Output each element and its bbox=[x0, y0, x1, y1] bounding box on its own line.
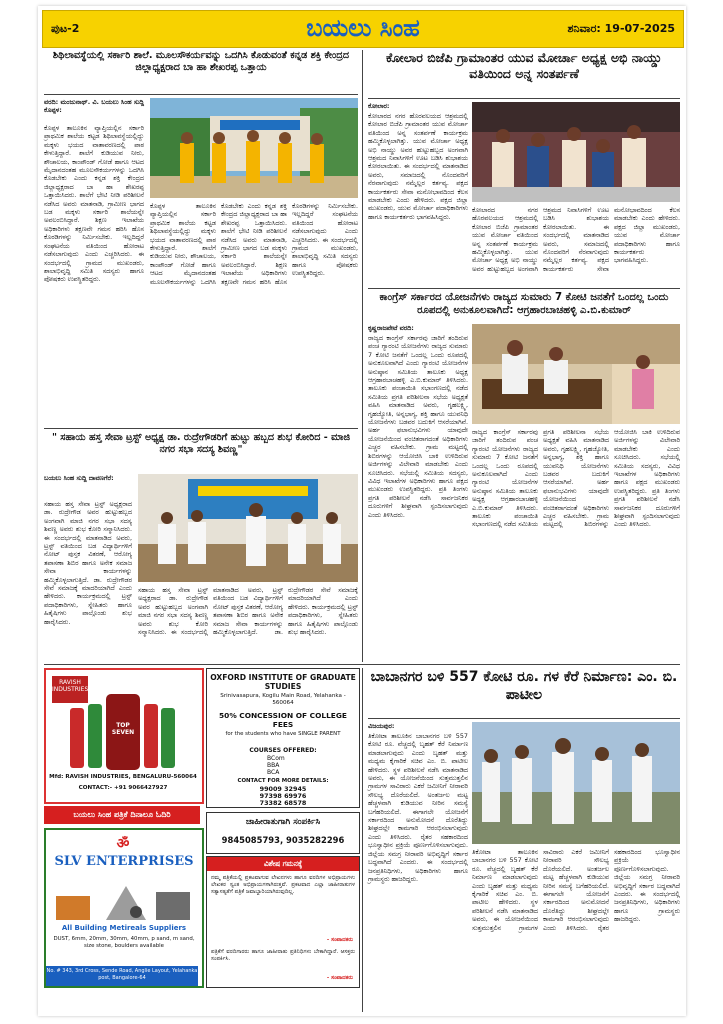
oxford-institute-ad[interactable] bbox=[206, 668, 360, 808]
notice-sign: - ಸಂಪಾದಕರು bbox=[326, 937, 353, 943]
article1-body: ಕೊಪ್ಪಳ ತಾಲೂಕಿನ ವ್ಯಾಪ್ತಿಯಲ್ಲಿನ ಸರ್ಕಾರಿ ಪ್ರಾಥಮಿಕ ಶಾಲೆಯ ಕಟ್ಟಡ ಶಿಥಿಲಾವಸ್ಥೆಯಲ್ಲಿದ್ದು ಮಕ್ಕಳು ಭಯದ ವಾತಾವರಣದಲ್ಲಿ ಪಾಠ ಕೇಳುತ್ತಿದ್ದಾರೆ. ಶಾಲೆಗೆ ಕುಡಿಯುವ ನೀರು, ಶೌಚಾಲಯ, ಕಾಂಪೌಂಡ್ ಗೋಡೆ ಹಾಗೂ ಆಟದ ಮೈದಾನದಂತಹ ಮೂಲಸೌಕರ್ಯಗಳನ್ನು ಒದಗಿಸಿ ಕೊಡಬೇಕು ಎಂದು ಕನ್ನಡ ಶಕ್ತಿ ಕೇಂದ್ರದ ಜಿಲ್ಲಾಧ್ಯಕ್ಷರಾದ ಬಾ ಹಾ ಶೇಖರಪ್ಪ ಒತ್ತಾಯಿಸಿದರು. ಶಾಲೆಗೆ ಭೇಟಿ ನೀಡಿ ಪರಿಶೀಲನೆ ನಡೆಸಿದ ಅವರು ಮಾತನಾಡಿ, ಗ್ರಾಮೀಣ ಭಾಗದ ಬಡ ಮಕ್ಕಳು ಸರ್ಕಾರಿ ಶಾಲೆಯನ್ನೇ ಅವಲಂಬಿಸಿದ್ದಾರೆ. ಶಿಕ್ಷಣ ಇಲಾಖೆಯ ಅಧಿಕಾರಿಗಳು ತಕ್ಷಣವೇ ಗಮನ ಹರಿಸಿ ಹೊಸ ಕೊಠಡಿಗಳನ್ನು ನಿರ್ಮಿಸಬೇಕು. ಇಲ್ಲದಿದ್ದರೆ ಸಂಘಟನೆಯ ವತಿಯಿಂದ ಹೋರಾಟ ನಡೆಸಲಾಗುವುದು ಎಂದು ಎಚ್ಚರಿಸಿದರು. ಈ ಸಂದರ್ಭದಲ್ಲಿ ಗ್ರಾಮದ ಮುಖಂಡರು, ಶಾಲಾಭಿವೃದ್ಧಿ ಸಮಿತಿ ಸದಸ್ಯರು ಹಾಗೂ ಪೋಷಕರು ಉಪಸ್ಥಿತರಿದ್ದರು. bbox=[44, 124, 144, 284]
advertise-title: ಜಾಹೀರಾತುಗಾಗಿ ಸಂಪರ್ಕಿಸಿ bbox=[245, 817, 321, 827]
article2-byline: ಕೋಲಾರ: bbox=[368, 102, 390, 110]
subscribe-banner: ಬಯಲು ಸಿಂಹ ಪತ್ರಿಕೆ ದಿನಾಲೂ ಓದಿರಿ bbox=[44, 806, 200, 824]
article4-body: ಸಹಾಯ ಹಸ್ತ ಸೇವಾ ಟ್ರಸ್ಟ್ ಅಧ್ಯಕ್ಷರಾದ ಡಾ. ರುದ್ರೇಗೌಡ ಅವರ ಹುಟ್ಟುಹಬ್ಬದ ಅಂಗವಾಗಿ ಮಾಜಿ ನಗರ ಸಭಾ ಸದಸ್ಯ ಶಿವಣ್ಣ ಅವರು ಶುಭ ಕೋರಿ ಸನ್ಮಾನಿಸಿದರು. ಈ ಸಂದರ್ಭದಲ್ಲಿ ಮಾತನಾಡಿದ ಅವರು, ಟ್ರಸ್ಟ್ ವತಿಯಿಂದ ಬಡ ವಿದ್ಯಾರ್ಥಿಗಳಿಗೆ ನೋಟ್ ಪುಸ್ತಕ ವಿತರಣೆ, ಆರೋಗ್ಯ ತಪಾಸಣಾ ಶಿಬಿರ ಹಾಗೂ ಅನೇಕ ಸಮಾಜ ಸೇವಾ ಕಾರ್ಯಗಳನ್ನು ಹಮ್ಮಿಕೊಳ್ಳಲಾಗುತ್ತಿದೆ. ಡಾ. ರುದ್ರೇಗೌಡರ ಸೇವೆ ಸಮಾಜಕ್ಕೆ ಮಾದರಿಯಾಗಿದೆ ಎಂದು ಹೇಳಿದರು. ಕಾರ್ಯಕ್ರಮದಲ್ಲಿ ಟ್ರಸ್ಟ್ ಪದಾಧಿಕಾರಿಗಳು, ಸ್ನೇಹಿತರು ಹಾಗೂ ಹಿತೈಷಿಗಳು ಪಾಲ್ಗೊಂಡು ಶುಭ ಹಾರೈಸಿದರು. bbox=[44, 500, 132, 626]
article4-headline: " ಸಹಾಯ ಹಸ್ತ ಸೇವಾ ಟ್ರಸ್ಟ್ ಅಧ್ಯಕ್ಷ ಡಾ. ರುದ್ರೇಗೌಡರಿಗೆ ಹುಟ್ಟು ಹಬ್ಬದ ಶುಭ ಕೋರಿದ - ಮಾಜಿ ನಗರ ಸಭಾ ಸದಸ್ಯ ಶಿವಣ್ಣ" bbox=[51, 432, 351, 455]
article2-photo bbox=[472, 102, 680, 202]
divider bbox=[44, 94, 358, 95]
article3-headline: ಕಾಂಗ್ರೆಸ್ ಸರ್ಕಾರದ ಯೋಜನೆಗಳು ರಾಜ್ಯದ ಸುಮಾರು 7 ಕೋಟಿ ಜನತೆಗೆ ಒಂದಲ್ಲ ಒಂದು ರೂಪದಲ್ಲಿ ಅನುಕೂಲವಾಗಿದೆ: ಆಗ್ರಹಾರಬಾಚಹಳ್ಳಿ ಎ.ಬಿ.ಕುಮಾರ್ bbox=[379, 292, 669, 316]
article4-photo bbox=[138, 474, 358, 582]
courses-title: COURSES OFFERED: bbox=[249, 747, 317, 754]
course-item: BCA bbox=[267, 769, 280, 776]
article3-byline: ಕೃಷ್ಣರಾಜಪೇಟೆ ವರದಿ: bbox=[368, 324, 414, 332]
article5-photo bbox=[472, 722, 680, 844]
article5-byline: ವಿಜಯಪುರ: bbox=[368, 722, 395, 730]
article5-body: ತಿಕೋಟಾ ತಾಲೂಕಿನ ಬಾಬಾನಗರ ಬಳಿ 557 ಕೋಟಿ ರೂ. ವೆಚ್ಚದಲ್ಲಿ ಬೃಹತ್ ಕೆರೆ ನಿರ್ಮಾಣ ಮಾಡಲಾಗುವುದು ಎಂದು ಬೃಹತ್ ಮತ್ತು ಮಧ್ಯಮ ಕೈಗಾರಿಕೆ ಸಚಿವ ಎಂ. ಬಿ. ಪಾಟೀಲ ಹೇಳಿದರು. ಸ್ಥಳ ಪರಿಶೀಲನೆ ನಡೆಸಿ ಮಾತನಾಡಿದ ಅವರು, ಈ ಯೋಜನೆಯಿಂದ ಸುತ್ತಮುತ್ತಲಿನ ಗ್ರಾಮಗಳ ಸಾವಿರಾರು ಎಕರೆ ಜಮೀನಿಗೆ ನೀರಾವರಿ ಸೌಲಭ್ಯ ದೊರೆಯಲಿದೆ. ಅಂತರ್ಜಲ ಮಟ್ಟ ಹೆಚ್ಚಳವಾಗಿ ಕುಡಿಯುವ ನೀರಿನ ಸಮಸ್ಯೆ ಬಗೆಹರಿಯಲಿದೆ. ಈಗಾಗಲೇ ಯೋಜನೆಗೆ ಸರ್ಕಾರದಿಂದ ಅನುಮೋದನೆ ದೊರೆತಿದ್ದು ಶೀಘ್ರದಲ್ಲೇ ಕಾಮಗಾರಿ ಆರಂಭಿಸಲಾಗುವುದು ಎಂದು ತಿಳಿಸಿದರು. ರೈತರ ಸಹಕಾರದಿಂದ ಭೂಸ್ವಾಧೀನ ಪ್ರಕ್ರಿಯೆ ಪೂರ್ಣಗೊಳಿಸಲಾಗುವುದು. ಜಿಲ್ಲೆಯ ಸಮಗ್ರ ನೀರಾವರಿ ಅಭಿವೃದ್ಧಿಗೆ ಸರ್ಕಾರ ಬದ್ಧವಾಗಿದೆ ಎಂದರು. ಈ ಸಂದರ್ಭದಲ್ಲಿ ಜನಪ್ರತಿನಿಧಿಗಳು, ಅಧಿಕಾರಿಗಳು ಹಾಗೂ ಗ್ರಾಮಸ್ಥರು ಹಾಜರಿದ್ದರು. bbox=[368, 732, 468, 883]
article4-byline: ಬಯಲು ಸಿಂಹ ಸುದ್ದಿ ದಾವಣಗೆರೆ: bbox=[44, 474, 114, 482]
slv-enterprises-ad[interactable] bbox=[44, 828, 204, 988]
slv-tagline: All Building Metireals Suppliers bbox=[61, 924, 187, 932]
course-item: BBA bbox=[267, 762, 280, 769]
advertise-phones: 9845085793, 9035282296 bbox=[221, 835, 345, 845]
divider bbox=[44, 664, 680, 665]
newspaper-title: ಬಯಲು ಸಿಂಹ bbox=[306, 13, 420, 42]
phone-number: 73382 68578 bbox=[259, 799, 307, 807]
column-divider bbox=[362, 668, 363, 1012]
product-name: TOP SEVEN bbox=[111, 722, 135, 736]
om-icon: ॐ bbox=[116, 836, 130, 852]
article5-body-cont: ತಿಕೋಟಾ ತಾಲೂಕಿನ ಬಾಬಾನಗರ ಬಳಿ 557 ಕೋಟಿ ರೂ. ವೆಚ್ಚದಲ್ಲಿ ಬೃಹತ್ ಕೆರೆ ನಿರ್ಮಾಣ ಮಾಡಲಾಗುವುದು ಎಂದು ಬೃಹತ್ ಮತ್ತು ಮಧ್ಯಮ ಕೈಗಾರಿಕೆ ಸಚಿವ ಎಂ. ಬಿ. ಪಾಟೀಲ ಹೇಳಿದರು. ಸ್ಥಳ ಪರಿಶೀಲನೆ ನಡೆಸಿ ಮಾತನಾಡಿದ ಅವರು, ಈ ಯೋಜನೆಯಿಂದ ಸುತ್ತಮುತ್ತಲಿನ ಗ್ರಾಮಗಳ ಸಾವಿರಾರು ಎಕರೆ ಜಮೀನಿಗೆ ನೀರಾವರಿ ಸೌಲಭ್ಯ ದೊರೆಯಲಿದೆ. ಅಂತರ್ಜಲ ಮಟ್ಟ ಹೆಚ್ಚಳವಾಗಿ ಕುಡಿಯುವ ನೀರಿನ ಸಮಸ್ಯೆ ಬಗೆಹರಿಯಲಿದೆ. ಈಗಾಗಲೇ ಯೋಜನೆಗೆ ಸರ್ಕಾರದಿಂದ ಅನುಮೋದನೆ ದೊರೆತಿದ್ದು ಶೀಘ್ರದಲ್ಲೇ ಕಾಮಗಾರಿ ಆರಂಭಿಸಲಾಗುವುದು ಎಂದು ತಿಳಿಸಿದರು. ರೈತರ ಸಹಕಾರದಿಂದ ಭೂಸ್ವಾಧೀನ ಪ್ರಕ್ರಿಯೆ ಪೂರ್ಣಗೊಳಿಸಲಾಗುವುದು. ಜಿಲ್ಲೆಯ ಸಮಗ್ರ ನೀರಾವರಿ ಅಭಿವೃದ್ಧಿಗೆ ಸರ್ಕಾರ ಬದ್ಧವಾಗಿದೆ ಎಂದರು. ಈ ಸಂದರ್ಭದಲ್ಲಿ ಜನಪ್ರತಿನಿಧಿಗಳು, ಅಧಿಕಾರಿಗಳು ಹಾಗೂ ಗ್ರಾಮಸ್ಥರು ಹಾಜರಿದ್ದರು. bbox=[472, 848, 680, 932]
article3-photo bbox=[472, 324, 680, 424]
building-materials-icon bbox=[56, 876, 192, 922]
ravish-company: RAVISH bbox=[59, 679, 81, 686]
oxford-offer-sub: for the students who have SINGLE PARENT bbox=[225, 731, 341, 737]
slv-name: SLV ENTERPRISES bbox=[54, 854, 194, 869]
advertise-contact-box[interactable] bbox=[206, 812, 360, 854]
ravish-address: Mfd: RAVISH INDUSTRIES, BENGALURU-560064 bbox=[49, 774, 197, 780]
article1-body-cont: ಕೊಪ್ಪಳ ತಾಲೂಕಿನ ವ್ಯಾಪ್ತಿಯಲ್ಲಿನ ಸರ್ಕಾರಿ ಪ್ರಾಥಮಿಕ ಶಾಲೆಯ ಕಟ್ಟಡ ಶಿಥಿಲಾವಸ್ಥೆಯಲ್ಲಿದ್ದು ಮಕ್ಕಳು ಭಯದ ವಾತಾವರಣದಲ್ಲಿ ಪಾಠ ಕೇಳುತ್ತಿದ್ದಾರೆ. ಶಾಲೆಗೆ ಕುಡಿಯುವ ನೀರು, ಶೌಚಾಲಯ, ಕಾಂಪೌಂಡ್ ಗೋಡೆ ಹಾಗೂ ಆಟದ ಮೈದಾನದಂತಹ ಮೂಲಸೌಕರ್ಯಗಳನ್ನು ಒದಗಿಸಿ ಕೊಡಬೇಕು ಎಂದು ಕನ್ನಡ ಶಕ್ತಿ ಕೇಂದ್ರದ ಜಿಲ್ಲಾಧ್ಯಕ್ಷರಾದ ಬಾ ಹಾ ಶೇಖರಪ್ಪ ಒತ್ತಾಯಿಸಿದರು. ಶಾಲೆಗೆ ಭೇಟಿ ನೀಡಿ ಪರಿಶೀಲನೆ ನಡೆಸಿದ ಅವರು ಮಾತನಾಡಿ, ಗ್ರಾಮೀಣ ಭಾಗದ ಬಡ ಮಕ್ಕಳು ಸರ್ಕಾರಿ ಶಾಲೆಯನ್ನೇ ಅವಲಂಬಿಸಿದ್ದಾರೆ. ಶಿಕ್ಷಣ ಇಲಾಖೆಯ ಅಧಿಕಾರಿಗಳು ತಕ್ಷಣವೇ ಗಮನ ಹರಿಸಿ ಹೊಸ ಕೊಠಡಿಗಳನ್ನು ನಿರ್ಮಿಸಬೇಕು. ಇಲ್ಲದಿದ್ದರೆ ಸಂಘಟನೆಯ ವತಿಯಿಂದ ಹೋರಾಟ ನಡೆಸಲಾಗುವುದು ಎಂದು ಎಚ್ಚರಿಸಿದರು. ಈ ಸಂದರ್ಭದಲ್ಲಿ ಗ್ರಾಮದ ಮುಖಂಡರು, ಶಾಲಾಭಿವೃದ್ಧಿ ಸಮಿತಿ ಸದಸ್ಯರು ಹಾಗೂ ಪೋಷಕರು ಉಪಸ್ಥಿತರಿದ್ದರು. bbox=[150, 202, 358, 286]
oxford-name: OXFORD INSTITUTE OF GRADUATE STUDIES bbox=[210, 673, 356, 691]
issue-date: ಶನಿವಾರ: 19-07-2025 bbox=[567, 22, 675, 35]
slv-items: DUST, 6mm, 20mm, 30mm, 40mm, p sand, m sand, size stone, boulders available bbox=[53, 936, 195, 949]
notice-title: ವಿಶೇಷ ಗಮನಕ್ಕೆ bbox=[207, 857, 359, 871]
oxford-address: Srinivasapura, Kogilu Main Road, Yelahanka - 560064 bbox=[220, 693, 346, 706]
article2-body-cont: ಕೋಲಾರದ ನಗರ ಹೊರವಲಯದ ಆಶ್ರಮದಲ್ಲಿ ಕೋಲಾರ ಬಿಜೆಪಿ ಗ್ರಾಮಾಂತರ ಯುವ ಮೋರ್ಚಾ ವತಿಯಿಂದ ಅನ್ನ ಸಂತರ್ಪಣೆ ಕಾರ್ಯಕ್ರಮ ಹಮ್ಮಿಕೊಳ್ಳಲಾಗಿತ್ತು. ಯುವ ಮೋರ್ಚಾ ಅಧ್ಯಕ್ಷ ಅಭಿ ನಾಯ್ಡು ಅವರ ಹುಟ್ಟುಹಬ್ಬದ ಅಂಗವಾಗಿ ಆಶ್ರಮದ ನಿವಾಸಿಗಳಿಗೆ ಊಟ ಬಡಿಸಿ ಶುಭಾಶಯ ಕೋರಲಾಯಿತು. ಈ ಸಂದರ್ಭದಲ್ಲಿ ಮಾತನಾಡಿದ ಅವರು, ಸಮಾಜದಲ್ಲಿ ನೊಂದವರಿಗೆ ನೆರವಾಗುವುದು ನಮ್ಮೆಲ್ಲರ ಕರ್ತವ್ಯ. ಪಕ್ಷದ ಕಾರ್ಯಕರ್ತರು ಸೇವಾ ಮನೋಭಾವದಿಂದ ಕೆಲಸ ಮಾಡಬೇಕು ಎಂದು ಹೇಳಿದರು. ಪಕ್ಷದ ಜಿಲ್ಲಾ ಮುಖಂಡರು, ಯುವ ಮೋರ್ಚಾ ಪದಾಧಿಕಾರಿಗಳು ಹಾಗೂ ಕಾರ್ಯಕರ್ತರು ಭಾಗವಹಿಸಿದ್ದರು. bbox=[472, 206, 680, 273]
article4-body-cont: ಸಹಾಯ ಹಸ್ತ ಸೇವಾ ಟ್ರಸ್ಟ್ ಅಧ್ಯಕ್ಷರಾದ ಡಾ. ರುದ್ರೇಗೌಡ ಅವರ ಹುಟ್ಟುಹಬ್ಬದ ಅಂಗವಾಗಿ ಮಾಜಿ ನಗರ ಸಭಾ ಸದಸ್ಯ ಶಿವಣ್ಣ ಅವರು ಶುಭ ಕೋರಿ ಸನ್ಮಾನಿಸಿದರು. ಈ ಸಂದರ್ಭದಲ್ಲಿ ಮಾತನಾಡಿದ ಅವರು, ಟ್ರಸ್ಟ್ ವತಿಯಿಂದ ಬಡ ವಿದ್ಯಾರ್ಥಿಗಳಿಗೆ ನೋಟ್ ಪುಸ್ತಕ ವಿತರಣೆ, ಆರೋಗ್ಯ ತಪಾಸಣಾ ಶಿಬಿರ ಹಾಗೂ ಅನೇಕ ಸಮಾಜ ಸೇವಾ ಕಾರ್ಯಗಳನ್ನು ಹಮ್ಮಿಕೊಳ್ಳಲಾಗುತ್ತಿದೆ. ಡಾ. ರುದ್ರೇಗೌಡರ ಸೇವೆ ಸಮಾಜಕ್ಕೆ ಮಾದರಿಯಾಗಿದೆ ಎಂದು ಹೇಳಿದರು. ಕಾರ್ಯಕ್ರಮದಲ್ಲಿ ಟ್ರಸ್ಟ್ ಪದಾಧಿಕಾರಿಗಳು, ಸ್ನೇಹಿತರು ಹಾಗೂ ಹಿತೈಷಿಗಳು ಪಾಲ್ಗೊಂಡು ಶುಭ ಹಾರೈಸಿದರು. bbox=[138, 586, 358, 637]
article1-byline: ವರದಿ: ಮಂಜುನಾಥ್. ವಿ. ಬಯಲು ಸಿಂಹ ಸುದ್ದಿ ಕೊಪ್ಪಳ: bbox=[44, 98, 144, 115]
notice-text: ನಮ್ಮ ಪತ್ರಿಕೆಯಲ್ಲಿ ಪ್ರಕಟವಾಗುವ ಲೇಖನಗಳು ಹಾಗೂ ವರದಿಗಳ ಅಭಿಪ್ರಾಯಗಳು ಲೇಖಕರ ಸ್ವಂತ ಅಭಿಪ್ರಾಯಗಳಾಗಿರುತ್ತವೆ. ಪ್ರಕಟವಾದ ಎಲ್ಲಾ ಜಾಹೀರಾತುಗಳ ಸತ್ಯಾಸತ್ಯತೆಗೆ ಪತ್ರಿಕೆ ಜವಾಬ್ದಾರಿಯಾಗಿರುವುದಿಲ್ಲ. bbox=[211, 875, 355, 896]
product-bottles bbox=[68, 694, 178, 772]
ravish-contact: CONTACT:- +91 9066427927 bbox=[78, 785, 168, 791]
divider bbox=[368, 718, 680, 719]
masthead bbox=[42, 10, 684, 48]
divider bbox=[368, 288, 680, 289]
oxford-offer: 50% CONCESSION OF COLLEGE FEES bbox=[219, 711, 347, 729]
article3-body-cont: ರಾಜ್ಯದ ಕಾಂಗ್ರೆಸ್ ಸರ್ಕಾರವು ಜಾರಿಗೆ ತಂದಿರುವ ಪಂಚ ಗ್ಯಾರಂಟಿ ಯೋಜನೆಗಳು ರಾಜ್ಯದ ಸುಮಾರು 7 ಕೋಟಿ ಜನತೆಗೆ ಒಂದಲ್ಲ ಒಂದು ರೂಪದಲ್ಲಿ ಅನುಕೂಲವಾಗಿದೆ ಎಂದು ಗ್ಯಾರಂಟಿ ಯೋಜನೆಗಳ ಅನುಷ್ಠಾನ ಸಮಿತಿಯ ತಾಲೂಕು ಅಧ್ಯಕ್ಷ ಆಗ್ರಹಾರಬಾಚಹಳ್ಳಿ ಎ.ಬಿ.ಕುಮಾರ್ ತಿಳಿಸಿದರು. ತಾಲೂಕು ಪಂಚಾಯಿತಿ ಸಭಾಂಗಣದಲ್ಲಿ ನಡೆದ ಸಮಿತಿಯ ಪ್ರಗತಿ ಪರಿಶೀಲನಾ ಸಭೆಯ ಅಧ್ಯಕ್ಷತೆ ವಹಿಸಿ ಮಾತನಾಡಿದ ಅವರು, ಗೃಹಲಕ್ಷ್ಮಿ, ಗೃಹಜ್ಯೋತಿ, ಅನ್ನಭಾಗ್ಯ, ಶಕ್ತಿ ಹಾಗೂ ಯುವನಿಧಿ ಯೋಜನೆಗಳು ಬಡವರ ಬದುಕಿಗೆ ಆಸರೆಯಾಗಿವೆ. ಅರ್ಹ ಫಲಾನುಭವಿಗಳು ಯಾವುದೇ ಯೋಜನೆಯಿಂದ ವಂಚಿತರಾಗದಂತೆ ಅಧಿಕಾರಿಗಳು ಎಚ್ಚರ ವಹಿಸಬೇಕು. ಗ್ರಾಮ ಮಟ್ಟದಲ್ಲಿ ಶಿಬಿರಗಳನ್ನು ಆಯೋಜಿಸಿ ಬಾಕಿ ಉಳಿದಿರುವ ಅರ್ಜಿಗಳನ್ನು ವಿಲೇವಾರಿ ಮಾಡಬೇಕು ಎಂದು ಸೂಚಿಸಿದರು. ಸಭೆಯಲ್ಲಿ ಸಮಿತಿಯ ಸದಸ್ಯರು, ವಿವಿಧ ಇಲಾಖೆಗಳ ಅಧಿಕಾರಿಗಳು ಹಾಗೂ ಪಕ್ಷದ ಮುಖಂಡರು ಉಪಸ್ಥಿತರಿದ್ದರು. ಪ್ರತಿ ತಿಂಗಳು ಪ್ರಗತಿ ಪರಿಶೀಲನೆ ನಡೆಸಿ ಸಾರ್ವಜನಿಕರ ದೂರುಗಳಿಗೆ ಶೀಘ್ರವಾಗಿ ಸ್ಪಂದಿಸಲಾಗುವುದು ಎಂದು ತಿಳಿಸಿದರು. bbox=[472, 428, 680, 529]
contact-title: CONTACT FOR MORE DETAILS: bbox=[237, 778, 329, 784]
column-divider bbox=[362, 50, 363, 662]
article1-photo bbox=[150, 98, 358, 198]
ravish-sub: INDUSTRIES bbox=[52, 686, 89, 693]
newspaper-page bbox=[38, 6, 686, 1016]
notice-text-2: ಪತ್ರಿಕೆಗೆ ವರದಿಗಾರರು ಹಾಗೂ ಜಾಹೀರಾತು ಪ್ರತಿನಿಧಿಗಳು ಬೇಕಾಗಿದ್ದಾರೆ. ಆಸಕ್ತರು ಸಂಪರ್ಕಿಸಿ. bbox=[211, 949, 355, 963]
editor-notice-box bbox=[206, 856, 360, 988]
divider bbox=[368, 98, 680, 99]
article1-headline: ಶಿಥಿಲಾವಸ್ಥೆಯಲ್ಲಿ ಸರ್ಕಾರಿ ಶಾಲೆ. ಮೂಲಸೌಕರ್ಯವನ್ನು ಒದಗಿಸಿ ಕೊಡುವಂತೆ ಕನ್ನಡ ಶಕ್ತಿ ಕೇಂದ್ರದ ಜಿಲ್ಲಾಧ್ಯಕ್ಷರಾದ ಬಾ ಹಾ ಶೇಖರಪ್ಪ ಒತ್ತಾಯ bbox=[52, 50, 350, 73]
article5-headline: ಬಾಬಾನಗರ ಬಳಿ 557 ಕೋಟಿ ರೂ. ಗಳ ಕೆರೆ ನಿರ್ಮಾಣ: ಎಂ. ಬಿ. ಪಾಟೀಲ bbox=[370, 669, 678, 704]
article2-headline: ಕೋಲಾರ ಬಿಜೆಪಿ ಗ್ರಾಮಾಂತರ ಯುವ ಮೋರ್ಚಾ ಅಧ್ಯಕ್ಷ ಅಭಿ ನಾಯ್ಡು ವತಿಯಿಂದ ಅನ್ನ ಸಂತರ್ಪಣೆ bbox=[386, 50, 662, 81]
divider bbox=[44, 428, 358, 429]
phone-number: 97398 69976 bbox=[259, 792, 307, 800]
article3-body: ರಾಜ್ಯದ ಕಾಂಗ್ರೆಸ್ ಸರ್ಕಾರವು ಜಾರಿಗೆ ತಂದಿರುವ ಪಂಚ ಗ್ಯಾರಂಟಿ ಯೋಜನೆಗಳು ರಾಜ್ಯದ ಸುಮಾರು 7 ಕೋಟಿ ಜನತೆಗೆ ಒಂದಲ್ಲ ಒಂದು ರೂಪದಲ್ಲಿ ಅನುಕೂಲವಾಗಿದೆ ಎಂದು ಗ್ಯಾರಂಟಿ ಯೋಜನೆಗಳ ಅನುಷ್ಠಾನ ಸಮಿತಿಯ ತಾಲೂಕು ಅಧ್ಯಕ್ಷ ಆಗ್ರಹಾರಬಾಚಹಳ್ಳಿ ಎ.ಬಿ.ಕುಮಾರ್ ತಿಳಿಸಿದರು. ತಾಲೂಕು ಪಂಚಾಯಿತಿ ಸಭಾಂಗಣದಲ್ಲಿ ನಡೆದ ಸಮಿತಿಯ ಪ್ರಗತಿ ಪರಿಶೀಲನಾ ಸಭೆಯ ಅಧ್ಯಕ್ಷತೆ ವಹಿಸಿ ಮಾತನಾಡಿದ ಅವರು, ಗೃಹಲಕ್ಷ್ಮಿ, ಗೃಹಜ್ಯೋತಿ, ಅನ್ನಭಾಗ್ಯ, ಶಕ್ತಿ ಹಾಗೂ ಯುವನಿಧಿ ಯೋಜನೆಗಳು ಬಡವರ ಬದುಕಿಗೆ ಆಸರೆಯಾಗಿವೆ. ಅರ್ಹ ಫಲಾನುಭವಿಗಳು ಯಾವುದೇ ಯೋಜನೆಯಿಂದ ವಂಚಿತರಾಗದಂತೆ ಅಧಿಕಾರಿಗಳು ಎಚ್ಚರ ವಹಿಸಬೇಕು. ಗ್ರಾಮ ಮಟ್ಟದಲ್ಲಿ ಶಿಬಿರಗಳನ್ನು ಆಯೋಜಿಸಿ ಬಾಕಿ ಉಳಿದಿರುವ ಅರ್ಜಿಗಳನ್ನು ವಿಲೇವಾರಿ ಮಾಡಬೇಕು ಎಂದು ಸೂಚಿಸಿದರು. ಸಭೆಯಲ್ಲಿ ಸಮಿತಿಯ ಸದಸ್ಯರು, ವಿವಿಧ ಇಲಾಖೆಗಳ ಅಧಿಕಾರಿಗಳು ಹಾಗೂ ಪಕ್ಷದ ಮುಖಂಡರು ಉಪಸ್ಥಿತರಿದ್ದರು. ಪ್ರತಿ ತಿಂಗಳು ಪ್ರಗತಿ ಪರಿಶೀಲನೆ ನಡೆಸಿ ಸಾರ್ವಜನಿಕರ ದೂರುಗಳಿಗೆ ಶೀಘ್ರವಾಗಿ ಸ್ಪಂದಿಸಲಾಗುವುದು ಎಂದು ತಿಳಿಸಿದರು. bbox=[368, 334, 468, 519]
slv-address: No. # 343, 3rd Cross, Sende Road, Anglie Layout, Yelahanka post, Bangalore-64 bbox=[46, 966, 198, 986]
course-item: BCom bbox=[267, 755, 285, 762]
notice-sign-2: - ಸಂಪಾದಕರು bbox=[326, 975, 353, 981]
ravish-industries-ad[interactable] bbox=[44, 668, 204, 804]
page-number: ಪುಟ-2 bbox=[51, 22, 80, 35]
article2-body: ಕೋಲಾರದ ನಗರ ಹೊರವಲಯದ ಆಶ್ರಮದಲ್ಲಿ ಕೋಲಾರ ಬಿಜೆಪಿ ಗ್ರಾಮಾಂತರ ಯುವ ಮೋರ್ಚಾ ವತಿಯಿಂದ ಅನ್ನ ಸಂತರ್ಪಣೆ ಕಾರ್ಯಕ್ರಮ ಹಮ್ಮಿಕೊಳ್ಳಲಾಗಿತ್ತು. ಯುವ ಮೋರ್ಚಾ ಅಧ್ಯಕ್ಷ ಅಭಿ ನಾಯ್ಡು ಅವರ ಹುಟ್ಟುಹಬ್ಬದ ಅಂಗವಾಗಿ ಆಶ್ರಮದ ನಿವಾಸಿಗಳಿಗೆ ಊಟ ಬಡಿಸಿ ಶುಭಾಶಯ ಕೋರಲಾಯಿತು. ಈ ಸಂದರ್ಭದಲ್ಲಿ ಮಾತನಾಡಿದ ಅವರು, ಸಮಾಜದಲ್ಲಿ ನೊಂದವರಿಗೆ ನೆರವಾಗುವುದು ನಮ್ಮೆಲ್ಲರ ಕರ್ತವ್ಯ. ಪಕ್ಷದ ಕಾರ್ಯಕರ್ತರು ಸೇವಾ ಮನೋಭಾವದಿಂದ ಕೆಲಸ ಮಾಡಬೇಕು ಎಂದು ಹೇಳಿದರು. ಪಕ್ಷದ ಜಿಲ್ಲಾ ಮುಖಂಡರು, ಯುವ ಮೋರ್ಚಾ ಪದಾಧಿಕಾರಿಗಳು ಹಾಗೂ ಕಾರ್ಯಕರ್ತರು ಭಾಗವಹಿಸಿದ್ದರು. bbox=[368, 112, 468, 221]
phone-number: 99009 32945 bbox=[259, 785, 307, 793]
